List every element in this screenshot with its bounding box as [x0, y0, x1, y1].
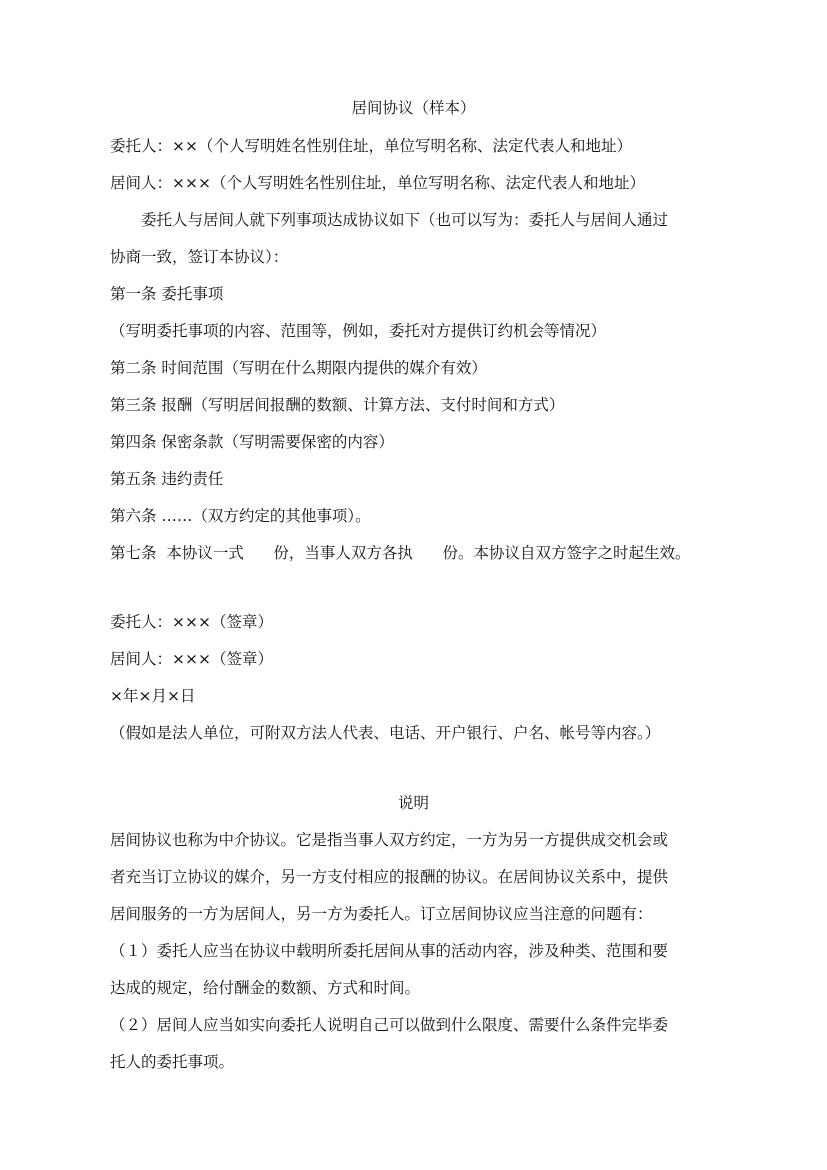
- explanation-p2-line-2: 达成的规定，给付酬金的数额、方式和时间。: [110, 979, 421, 997]
- explanation-p1-line-1: 居间协议也称为中介协议。它是指当事人双方约定，一方为另一方提供成交机会或: [110, 831, 669, 849]
- intermediary-line: 居间人：×××（个人写明姓名性别住址，单位写明名称、法定代表人和地址）: [110, 174, 645, 192]
- explanation-heading: 说明: [397, 794, 429, 812]
- explanation-p1-line-3: 居间服务的一方为居间人，另一方为委托人。订立居间协议应当注意的问题有：: [110, 905, 653, 923]
- preamble-line-2: 协商一致，签订本协议）：: [110, 248, 289, 266]
- signature-intermediary: 居间人：×××（签章）: [110, 650, 273, 668]
- article-1: 第一条 委托事项: [110, 285, 224, 303]
- article-6: 第六条 ……（双方约定的其他事项）。: [110, 507, 371, 525]
- article-4: 第四条 保密条款（写明需要保密的内容）: [110, 433, 394, 451]
- explanation-p2-line-1: （１）委托人应当在协议中载明所委托居间从事的活动内容，涉及种类、范围和要: [110, 942, 669, 960]
- article-5: 第五条 违约责任: [110, 470, 224, 488]
- document-title: 居间协议（样本）: [351, 99, 476, 117]
- explanation-p3-line-2: 托人的委托事项。: [110, 1053, 235, 1071]
- principal-line: 委托人：××（个人写明姓名性别住址，单位写明名称、法定代表人和地址）: [110, 137, 632, 155]
- article-2: 第二条 时间范围（写明在什么期限内提供的媒介有效）: [110, 359, 487, 377]
- date-line: ×年×月×日: [110, 687, 196, 705]
- explanation-p3-line-1: （２）居间人应当如实向委托人说明自己可以做到什么限度、需要什么条件完毕委: [110, 1016, 669, 1034]
- signature-principal: 委托人：×××（签章）: [110, 613, 273, 631]
- legal-entity-note: （假如是法人单位，可附双方法人代表、电话、开户银行、户名、帐号等内容。）: [110, 724, 661, 742]
- article-1-note: （写明委托事项的内容、范围等，例如，委托对方提供订约机会等情况）: [110, 322, 607, 340]
- article-7: 第七条 本协议一式 份，当事人双方各执 份。本协议自双方签字之时起生效。: [110, 544, 691, 562]
- preamble-line-1: 委托人与居间人就下列事项达成协议如下（也可以写为：委托人与居间人通过: [110, 211, 669, 229]
- explanation-p1-line-2: 者充当订立协议的媒介，另一方支付相应的报酬的协议。在居间协议关系中，提供: [110, 868, 669, 886]
- article-3: 第三条 报酬（写明居间报酬的数额、计算方法、支付时间和方式）: [110, 396, 565, 414]
